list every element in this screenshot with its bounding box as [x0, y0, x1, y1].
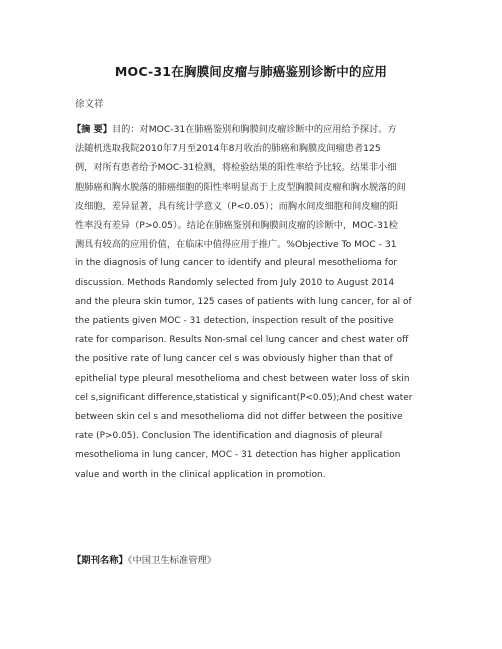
abstract-line: and the pleura skin tumor, 125 cases of patients with lung cancer, for al of — [75, 296, 412, 307]
abstract-line: in the diagnosis of lung cancer to identify and pleural mesothelioma for — [75, 258, 398, 269]
abstract-line: 皮细胞，差异显著，具有统计学意义（P<0.05）；而胸水间皮细胞和间皮瘤的阳 — [75, 200, 399, 212]
abstract-line: between skin cel s and mesothelioma did not differ between the positive — [75, 412, 403, 423]
abstract-label: 【摘 要】 — [72, 124, 112, 135]
abstract-line: the positive rate of lung cancer cel s was obviously higher than that of — [75, 354, 393, 365]
abstract-text: 目的：对MOC-31在肺癌鉴别和胸膜间皮瘤诊断中的应用给予探讨。方 — [111, 124, 397, 135]
abstract-line: mesothelioma in lung cancer, MOC - 31 detection has higher application — [75, 450, 401, 461]
author-name: 徐文祥 — [75, 99, 104, 110]
abstract-line: epithelial type pleural mesothelioma and chest between water loss of skin — [75, 373, 410, 384]
abstract-line: discussion. Methods Randomly selected from July 2010 to August 2014 — [75, 277, 395, 288]
abstract-line: the patients given MOC - 31 detection, inspection result of the positive — [75, 316, 394, 327]
abstract-line: 性率没有差异（P>0.05）。结论在肺癌鉴别和胸膜间皮瘤的诊断中，MOC-31检 — [75, 220, 398, 232]
abstract-line: 例，对所有患者给予MOC-31检测，将检验结果的阳性率给予比较。结果非小细 — [75, 162, 397, 174]
journal-name: 《中国卫生标准管理》 — [127, 555, 217, 566]
document-title: MOC-31在胸膜间皮瘤与肺癌鉴别诊断中的应用 — [114, 64, 388, 79]
abstract-line: 法随机选取我院2010年7月至2014年8月收治的肺癌和胸膜皮间瘤患者125 — [75, 143, 381, 155]
abstract-line-1 — [72, 120, 435, 139]
abstract-line: rate for comparison. Results Non-smal cel lung cancer and chest water off — [75, 335, 409, 346]
abstract-line: cel s,significant difference,statistical y significant(P<0.05);And chest water — [75, 392, 413, 403]
abstract-block — [72, 120, 435, 485]
abstract-line: 测具有较高的应用价值，在临床中值得应用于推广。%Objective To MOC - 31 — [75, 239, 397, 251]
abstract-line: rate (P>0.05). Conclusion The identification and diagnosis of pleural — [75, 431, 383, 442]
abstract-line: value and worth in the clinical application in promotion. — [75, 469, 326, 480]
abstract-line: 胞肺癌和胸水脱落的肺癌细胞的阳性率明显高于上皮型胸膜间皮瘤和胸水脱落的间 — [75, 181, 406, 193]
journal-label: 【期刊名称】 — [72, 555, 128, 566]
journal-line — [72, 552, 216, 566]
